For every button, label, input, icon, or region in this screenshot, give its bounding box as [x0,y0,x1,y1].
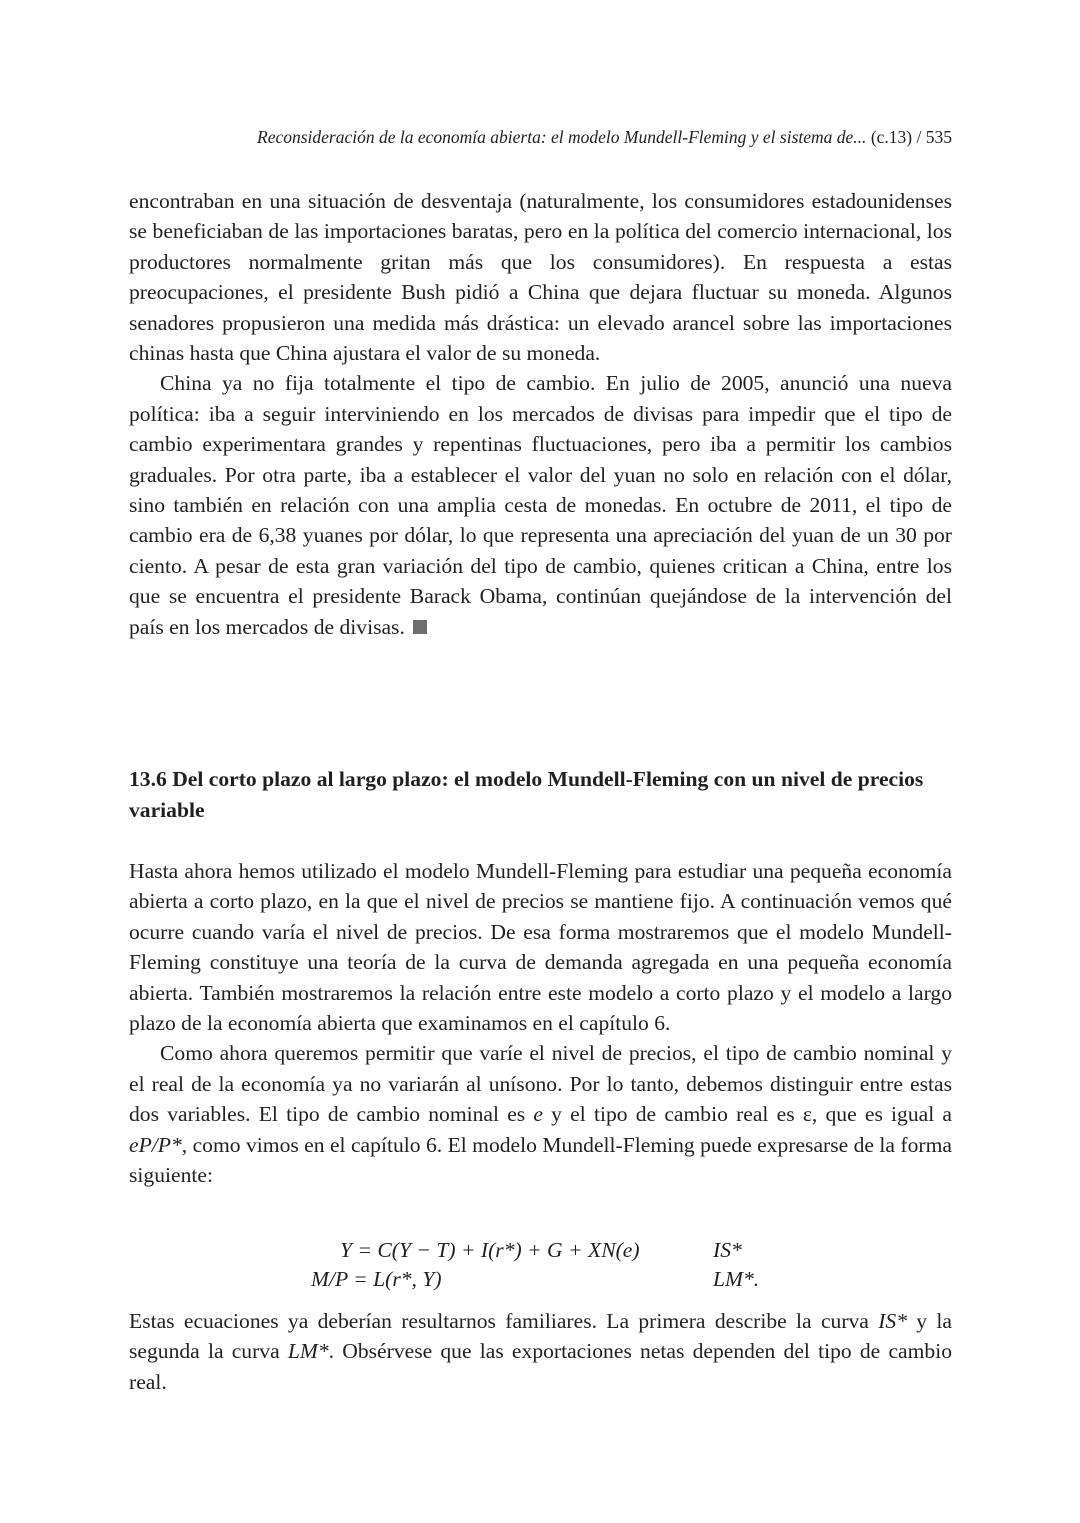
paragraph-1: encontraban en una situación de desventaja (naturalmente, los consumidores estadounidenses se beneficiaban de las importaciones baratas, pero en la política del comercio internacional, los productores normalmente gritan más que los consumidores). En respuesta a estas preocupaciones, el presidente Bush pidió a China que dejara fluctuar su moneda. Algunos senadores propusieron una medida más drástica: un elevado arancel sobre las importaciones chinas hasta que China ajustara el valor de su moneda. [129,189,952,366]
equation-row-is [0,1236,1080,1265]
text-block-section [129,856,952,1190]
paragraph-2 [129,368,952,642]
paragraph-4 [129,1038,952,1190]
running-title: Reconsideración de la economía abierta: el modelo Mundell-Fleming y el sistema de... [257,127,867,147]
section-heading: 13.6 Del corto plazo al largo plazo: el modelo Mundell-Fleming con un nivel de precios variable [129,767,924,822]
equation-block [0,1236,1080,1294]
paragraph-2-text: China ya no fija totalmente el tipo de cambio. En julio de 2005, anunció una nueva política: iba a seguir interviniendo en los mercados de divisas para impedir que el tipo de cambio experimentara grandes y repentinas fluctuaciones, pero iba a permitir los cambios graduales. Por otra parte, iba a establecer el valor del yuan no solo en relación con el dólar, sino también en relación con una amplia cesta de monedas. En octubre de 2011, el tipo de cambio era de 6,38 yuanes por dólar, lo que representa una apreciación del yuan de un 30 por ciento. A pesar de esta gran variación del tipo de cambio, quienes critican a China, entre los que se encuentra el presidente Barack Obama, continúan quejándose de la intervención del país en los mercados de divisas. [129,371,952,639]
equation-row-lm [0,1265,1080,1294]
nominal-rate-symbol: e [533,1102,543,1127]
equation-is-formula: Y = C(Y − T) + I(r*) + G + XN(e) [340,1238,640,1262]
end-of-box-mark [413,620,427,634]
equation-is-label: IS* [713,1238,742,1262]
paragraph-5-text-a: Estas ecuaciones ya deberían resultarnos familiares. La primera describe la curva [129,1309,879,1333]
paragraph-5-text-c: . Obsérvese que las exportaciones netas dependen del tipo de cambio real. [129,1339,953,1394]
chapter-reference: (c.13) [870,127,913,147]
equation-lm-formula: M/P = L(r*, Y) [311,1267,442,1291]
text-block-after-equations [129,1306,952,1397]
text-block-continuation [129,186,952,642]
is-curve-term: IS* [878,1309,907,1333]
header-separator: / [916,127,922,147]
paragraph-4-text-d: , como vimos en el capítulo 6. El modelo Mundell-Fleming puede expresarse de la forma siguiente: [129,1132,952,1188]
lm-curve-term: LM* [287,1339,329,1364]
equation-lm-label: LM*. [713,1267,760,1291]
paragraph-5 [129,1306,952,1397]
page-header [182,124,952,150]
paragraph-4-text-c: , que es igual a [811,1102,952,1127]
paragraph-3: Hasta ahora hemos utilizado el modelo Mundell-Fleming para estudiar una pequeña economía abierta a corto plazo, en la que el nivel de precios se mantiene fijo. A continuación vemos qué ocurre cuando varía el nivel de precios. De esa forma mostraremos que el modelo Mundell-Fleming constituye una teoría de la curva de demanda agregada en una pequeña economía abierta. También mostraremos la relación entre este modelo a corto plazo y el modelo a largo plazo de la economía abierta que examinamos en el capítulo 6. [129,859,952,1036]
real-rate-formula: eP/P* [129,1132,182,1157]
page-number: 535 [925,127,952,147]
real-rate-symbol: ε [802,1102,812,1127]
paragraph-4-text-b: y el tipo de cambio real es [542,1102,803,1127]
paragraph-5-text-b: y la segunda la curva [129,1309,952,1364]
section-heading-block [129,764,952,826]
paragraph-4-text-a: Como ahora queremos permitir que varíe el nivel de precios, el tipo de cambio nominal y el real de la economía ya no variarán al unísono. Por lo tanto, debemos distinguir entre estas dos variables. El tipo de cambio nominal es [129,1041,952,1127]
